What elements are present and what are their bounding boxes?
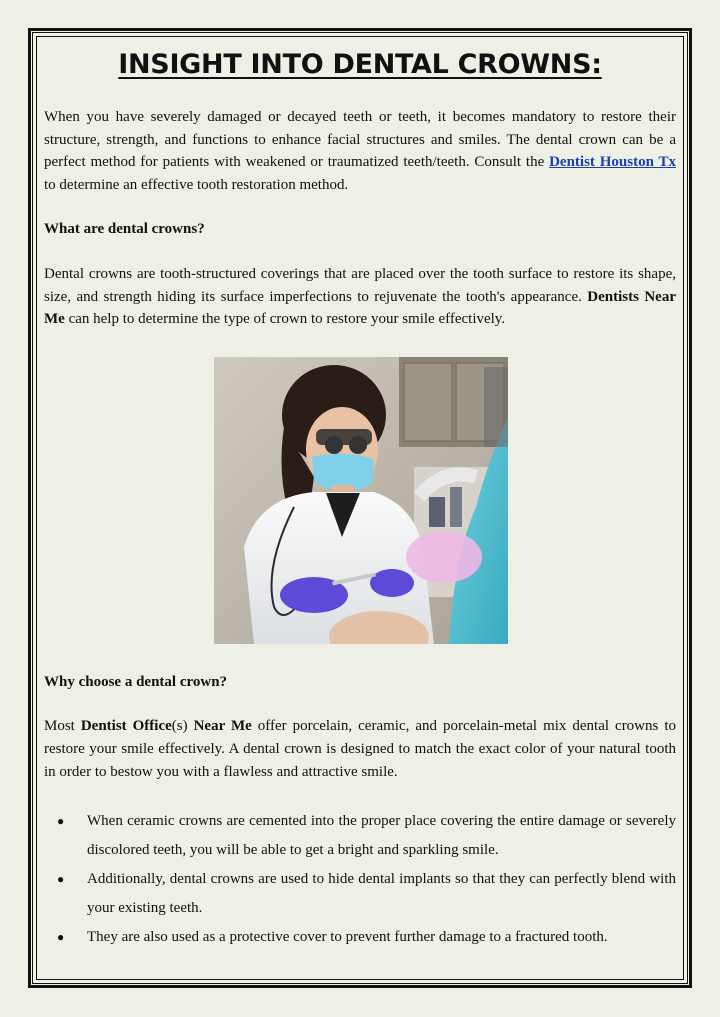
section-heading-what: What are dental crowns? [44,221,205,238]
dentist-houston-link[interactable]: Dentist Houston Tx [549,154,676,171]
list-item: ● When ceramic crowns are cemented into the proper place covering the entire damage or severely discolored teeth, you will be able to get a bright and sparkling smile. [44,807,676,865]
bullet-icon: ● [57,930,65,945]
page-title: INSIGHT INTO DENTAL CROWNS: [118,49,602,80]
list-item: ● Additionally, dental crowns are used to hide dental implants so that they can perfectly blend with your existing teeth. [44,865,676,923]
bullet-icon: ● [57,872,65,887]
benefits-list [44,807,676,952]
list-item: ● They are also used as a protective cover to prevent further damage to a fractured tooth. [44,923,676,952]
near-me-text: Near Me [193,718,252,735]
dentist-photo [214,357,508,644]
dentists-near-me-text: Dentists Near Me [44,288,676,328]
document-body [44,48,676,952]
dentist-office-text: Dentist Office [80,718,172,735]
section-heading-why: Why choose a dental crown? [44,673,228,690]
dental-crowns-paragraph: Dental crowns are tooth-structured coverings that are placed over the tooth surface to restore its shape, size, and strength hiding its surface imperfections to rejuvenate the tooth's appearance. Dentists Near Me can help to determine the type of crown to restore your smile effectively. [44,265,676,328]
why-crown-paragraph: Most Dentist Office(s) Near Me offer porcelain, ceramic, and porcelain-metal mix dental crowns to restore your smile effectively. A dental crown is designed to match the exact color of your natural tooth in order to bestow you with a flawless and attractive smile. [44,718,677,780]
bullet-icon: ● [57,814,65,829]
intro-paragraph: When you have severely damaged or decayed teeth or teeth, it becomes mandatory to restore their structure, strength, and functions to enhance facial structures and smiles. The dental crown can be a perfect method for patients with weakened or traumatized teeth/teeth. Consult the Dentist Houston Tx to determine an effective tooth restoration method. [44,109,676,193]
